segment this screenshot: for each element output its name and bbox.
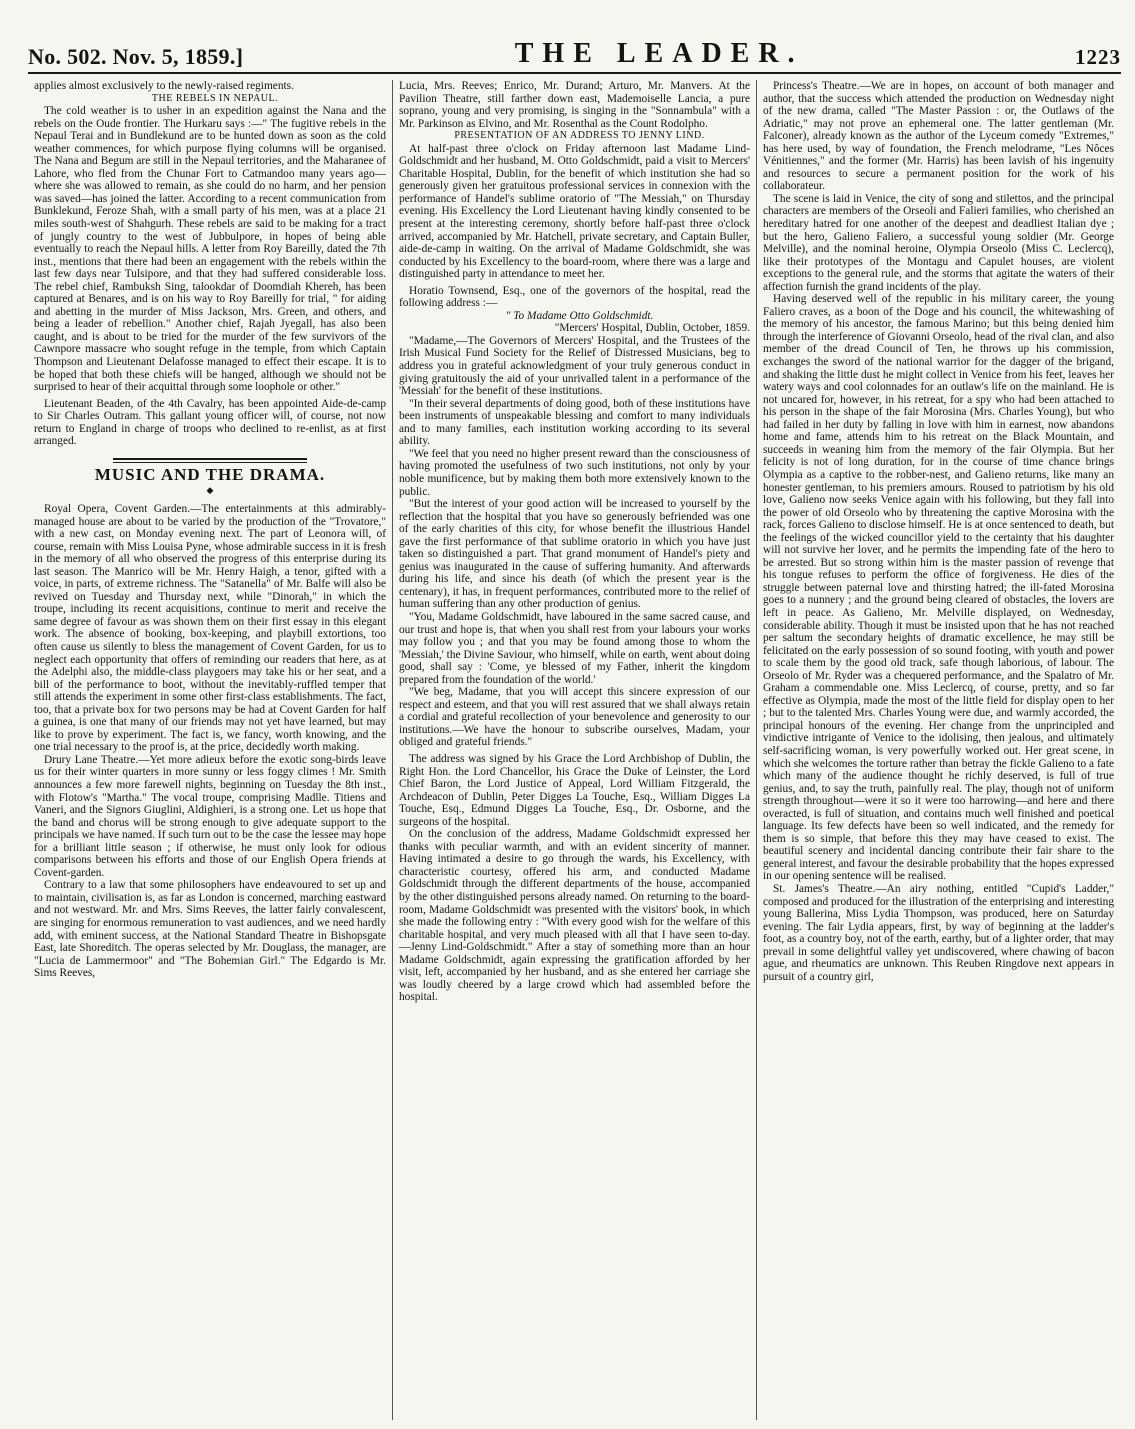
- paragraph: Princess's Theatre.—We are in hopes, on account of both manager and author, that the success which attended the production on Wednesday night of the new drama, called "The Master Passion : or, the Outlaws of the Adriatic," may not prove an ephemeral one. The latter gentleman (Mr. Falconer), already known as the author of the Lyceum comedy "Extremes," has here used, by way of foundation, the French melodrame, "Les Nôces Vénitiennes," and the former (Mr. Harris) has been lavish of his ingenuity and resources to secure a permanent position for the work of his collaborateur.: [763, 80, 1114, 193]
- paragraph: The address was signed by his Grace the Lord Archbishop of Dublin, the Right Hon. the Lord Chancellor, his Grace the Duke of Leinster, the Lord Chief Baron, the Lord Justice of Appeal, Lord William Fitzgerald, the Archdeacon of Dublin, Peter Digges La Touche, Esq., William Digges La Touche, Esq., Edmund Digges La Touche, Esq., Dr. Osborne, and the surgeons of the hospital.: [399, 752, 750, 828]
- paragraph: Horatio Townsend, Esq., one of the governors of the hospital, read the following address :—: [399, 284, 750, 310]
- column-1: [28, 80, 392, 1420]
- paragraph: Contrary to a law that some philosophers have endeavoured to set up and to maintain, civilisation is, as far as London is concerned, marching eastward and not westward. Mr. and Mrs. Sims Reeves, the latter fairly convalescent, are singing for enormous remuneration to vast audiences, and we need hardly add, with eminent success, at the National Standard Theatre in Bishopsgate East, late Shoreditch. The operas selected by Mr. Douglass, the manager, are "Lucia de Lammermoor" and "The Bohemian Girl." The Edgardo is Mr. Sims Reeves,: [34, 879, 386, 980]
- section-title: MUSIC AND THE DRAMA.: [94, 464, 326, 484]
- paragraph: applies almost exclusively to the newly-raised regiments.: [34, 80, 294, 92]
- paragraph: Lieutenant Beaden, of the 4th Cavalry, has been appointed Aide-de-camp to Sir Charles Outram. This gallant young officer will, of course, not now return to England in charge of troops who declined to re-enlist, as at first arranged.: [34, 397, 386, 448]
- column-2: [392, 80, 756, 1420]
- column-3: [756, 80, 1120, 1420]
- article-columns: [28, 80, 1121, 1420]
- address-salutation: " To Madame Otto Goldschmidt.: [505, 309, 654, 322]
- paragraph: "But the interest of your good action will be increased to yourself by the reflection that the hospital that you have so generously befriended was one of the early charities of this city, for whose benefit the illustrious Handel gave the first performance of that sublime oratorio in which you have just taken so distinguished a part. That grand monument of Handel's piety and genius was inaugurated in the cause of suffering humanity. And afterwards during his life, and since his death (of which the present year is the centenary), it has, in frequent performances, contributed more to the relief of human suffering than any other production of genius.: [399, 498, 750, 611]
- ornament-icon: ◆: [206, 485, 214, 496]
- paragraph: The cold weather is to usher in an expedition against the Nana and the rebels on the Oude frontier. The Hurkaru says :—" The fugitive rebels in the Nepaul Terai and in Bundlekund are to be hunted down as soon as the cold weather commences, for which purpose flying columns will be organised. The Nana and Begum are still in the Nepaul territories, and the Maharanee of Lahore, who fled from the Chunar Fort to Catmandoo many years ago—where she was allowed to remain, as she could do no harm, and her pension was saved—has joined the latter. According to a recent communication from Bunklekund, Feroze Shah, with a small party of his men, was at a place 21 miles south-west of Shahgurh. These rebels are said to be making for a tract of jungly country to the west of Jubbulpore, in hopes of being able eventually to reach the Nepaul hills. A letter from Roy Bareilly, dated the 7th inst., mentions that there had been an engagement with the rebels within the last few days near Tulsipore, and that they had suffered considerable loss. The rebel chief, Rambuksh Sing, talookdar of Doomdiah Khereh, has been captured at Benares, and is on his way to Roy Bareilly for trial, " for aiding and abetting in the murder of Miss Jackson, Mrs. Green, and others, and being a leader of rebellion." Another chief, Rajah Jyegall, has also been caught, and is about to be tried for the murder of the few survivors of the Cawnpore massacre who sought refuge in the temple, from which Captain Thompson and Lieutenant Delafosse managed to effect their escape. It is to be hoped that both these chiefs will be hanged, although we should not be surprised to hear of their acquittal through some loophole or other.": [34, 105, 386, 394]
- paragraph: Royal Opera, Covent Garden.—The entertainments at this admirably-managed house are about to be varied by the production of the "Trovatore," with a new cast, on Monday evening next. The part of Leonora will, of course, remain with Miss Louisa Pyne, whose admirable success in it is fresh in the memory of all who observed the progress of this enterprise during its last season. The Manrico will be Mr. Henry Haigh, a tenor, gifted with a voice, in parts, of extreme richness. The "Satanella" of Mr. Balfe will also be revived on Tuesday and Thursday next, while "Dinorah," in which the troupe, including its recent acquisitions, continue to merit and receive the same degree of favour as was shown them on their first essay in this elegant work. The absence of booking, box-keeping, and playbill extortions, too often cause us silently to bless the management of Covent Garden, for us to neglect each opportunity that offers of reminding our readers that here, as at the Adelphi also, the middle-class playgoers may take his or her seat, and a bill of the performance to boot, without the inevitably-ruffled temper that still attends the experiment in some other first-class establishments. The fact, too, that a private box for two persons may be had at Covent Garden for half a guinea, is one that many of our friends may not yet have learned, but may like to prove by experiment. The fact is, we fancy, worth knowing, and the one trial necessary to the proof is, at the price, decidedly worth making.: [34, 502, 386, 754]
- masthead: [28, 30, 1121, 70]
- subheading-rebels-nepaul: THE REBELS IN NEPAUL.: [151, 92, 279, 104]
- page-number: 1223: [1075, 45, 1121, 69]
- section-rule: [113, 458, 307, 460]
- paragraph: "Madame,—The Governors of Mercers' Hospital, and the Trustees of the Irish Musical Fund Society for the Relief of Distressed Musicians, beg to address you in grateful acknowledgment of your truly generous conduct in giving gratuitously the aid of your unrivalled talent in a performance of the 'Messiah' for the benefit of these institutions.: [399, 334, 750, 398]
- paragraph: Lucia, Mrs. Reeves; Enrico, Mr. Durand; Arturo, Mr. Manvers. At the Pavilion Theatre, still farther down east, Mademoiselle Lancia, a pure soprano, young and very promising, is singing in the "Sonnambula" with a Mr. Parkinson as Elvino, and Mr. Rosenthal as the Count Rodolpho.: [399, 80, 750, 130]
- section-header: [34, 458, 386, 497]
- paragraph: St. James's Theatre.—An airy nothing, entitled "Cupid's Ladder," composed and produced for the illustration of the enterprising and interesting young Ballerina, Miss Lydia Thompson, was produced, here on Saturday evening. The fair Lydia appears, first, by way of beginning at the ladder's foot, as a country boy, not of the earth, earthy, but of a lighter order, that may prevail in some delightful valley yet undiscovered, where chawing of bacon ague, and rheumatics are unknown. This Reuben Ringdove next appears in pursuit of a country girl,: [763, 883, 1114, 983]
- newspaper-title: THE LEADER.: [514, 38, 804, 69]
- paragraph: Having deserved well of the republic in his military career, the young Faliero craves, as a boon of the Doge and his council, the whitewashing of the memory of his ancestor, the famous Marino; but this being denied him through the interference of Giovanni Orseolo, head of the rival clan, and also member of the dread Council of Ten, he throws up his commission, exchanges the sword of the national warrior for the dagger of the brigand, and shaking the little dust he might collect in Venice from his feet, leaves her watery ways and cool colonnades for an outlaw's life on the mainland. He is not uncared for, however, in his retreat, for a spy who had been attached to his person in the shape of the fair Morosina (Mrs. Charles Young), but who had failed in her duty by falling in love with him in earnest, now abandons home and fame, attends him to his retreat on the Black Mountain, and succeeds in weaning him from the memory of the fair Olympia. But her felicity is not of long duration, for in the course of time chance brings Olympia as a captive to the robber-nest, and Galieno returns, like many an honester gentleman, to his premiers amours. Roused to patriotism by his old love, Galieno now seeks Venice again with his following, but they fall into the power of old Orseolo who by threatening the captive Morosina with the rack, forces Galieno to disclose himself. He is at once sentenced to death, but the feelings of the wicked councillor yield to the certainty that his daughter will not survive her lover, and he permits the impending fate of the hero to be arrested. But so strong within him is the master passion of revenge that his tongue refuses to perform the office of forgiveness. He dies of the struggle between paternal love and thirsting hatred; the ill-fated Morosina goes to a nunnery ; and the ground being cleared of obstacles, the lovers are left in peace. As Galieno, Mr. Melville displayed, on Wednesday, considerable ability. Though it must be insisted upon that he has not reached per saltum the secondary heights of dramatic excellence, he may still be felicitated on the early possession of so sound footing, with youth and power to scale them by the good old track, safe though laborious, of labour. The Orseolo of Mr. Ryder was a chequered performance, and the Spalatro of Mr. Graham a commendable one. Miss Leclercq, of course, pretty, and so far effective as Olympia, made the most of the little field for display open to her ; but to the talented Mrs. Charles Young were due, and warmly accorded, the principal honours of the evening. Her change from the unprincipled and vindictive intrigante of Venice to the idolising, then jealous, and ultimately self-sacrificing woman, is very powerfully worked out. Her great scene, in which she welcomes the torture rather than betray the fickle Galieno to a fate which many of the audience thought he richly deserved, is full of true genius, and, to say the truth, painfully real. The play, though not of uniform strength throughout—were it so it were too harrowing—and here and there overacted, is full of situation, and contains much well finished and poetical language. Its few defects have been so well indicated, and the remedy for them is so simple, that before this they may have ceased to exist. The beautiful scenery and incidental dancing contribute their fair share to the general interest, and favour the desirable probability that the hopes expressed in our opening sentence will be realised.: [763, 293, 1114, 883]
- address-dateline: "Mercers' Hospital, Dublin, October, 1859.: [554, 322, 750, 335]
- paragraph: At half-past three o'clock on Friday afternoon last Madame Lind-Goldschmidt and her husband, M. Otto Goldschmidt, paid a visit to Mercers' Charitable Hospital, Dublin, for the benefit of which institution she had so generously given her gratuitous professional services in connexion with the performance of Handel's sublime oratorio of "The Messiah," on Thursday evening. His Excellency the Lord Lieutenant having kindly consented to be present at the interesting ceremony, shortly before half-past three o'clock arrived, accompanied by Mr. Hatchell, private secretary, and Captain Buller, aide-de-camp in waiting. On the arrival of Madame Goldschmidt, she was conducted by his Excellency to the board-room, where there was a large and distinguished party in attendance to meet her.: [399, 142, 750, 281]
- paragraph: "We feel that you need no higher present reward than the consciousness of having promoted the usefulness of two such institutions, not only by your noble munificence, but by making them both more extensively known to the public.: [399, 447, 750, 498]
- paragraph: On the conclusion of the address, Madame Goldschmidt expressed her thanks with peculiar warmth, and with an evident sincerity of manner. Having intimated a desire to go through the wards, his Excellency, with characteristic courtesy, offered his arm, and conducted Madame Goldschmidt through the different departments of the house, accompanied by the other distinguished persons already named. On returning to the board-room, Madame Goldschmidt was presented with the visitors' book, in which she made the following entry : "With every good wish for the welfare of this charitable hospital, and very much pleased with all that I have seen to-day. —Jenny Lind-Goldschmidt." After a stay of something more than an hour Madame Goldschmidt, again expressing the gratification afforded by her visit, left, accompanied by her husband, and as she entered her carriage she was loudly cheered by a large crowd which had assembled before the hospital.: [399, 828, 750, 1004]
- paragraph: Drury Lane Theatre.—Yet more adieux before the exotic song-birds leave us for their winter quarters in more sunny or less foggy climes ! Mr. Smith announces a few more farewell nights, beginning on Tuesday the 8th inst., with Flotow's "Martha." The vocal troupe, comprising Madlle. Titiens and Vaneri, and the Signors Giuglini, Aldighieri, is a strong one. Let us hope that the band and chorus will be strong enough to give adequate support to the principals we have named. If such turn out to be the case the lessee may hope for a brilliant little season ; if otherwise, he must only look for odious comparisons between his efforts and those of our English Opera friends at Covent-garden.: [34, 753, 386, 879]
- paragraph: "We beg, Madame, that you will accept this sincere expression of our respect and esteem, and that you will rest assured that we shall always retain a cordial and grateful recollection of your benevolence and generosity to our institutions.—We have the honour to subscribe ourselves, Madam, your obliged and grateful friends.": [399, 686, 750, 749]
- paragraph: "In their several departments of doing good, both of these institutions have been instruments of unspeakable blessing and comfort to many individuals and to many families, each institution working according to its several ability.: [399, 397, 750, 448]
- subheading-jenny-lind: PRESENTATION OF AN ADDRESS TO JENNY LIND.: [454, 130, 705, 142]
- issue-date: No. 502. Nov. 5, 1859.]: [28, 44, 244, 69]
- section-rule: [113, 462, 307, 463]
- paragraph: The scene is laid in Venice, the city of song and stilettos, and the principal characters are members of the Orseoli and Falieri families, who cherished an hereditary hatred for one another of the deepest and deadliest Italian dye ; but the hero, Galieno Faliero, a successful young soldier (Mr. George Melville), and the nominal heroine, Olympia Orseolo (Miss C. Leclercq), like their prototypes of the Montagu and Capulet houses, are violent exceptions to the general rule, and the storms that agitate the waters of their affection furnish the grand incidents of the play.: [763, 192, 1114, 293]
- masthead-rule: [28, 72, 1121, 74]
- paragraph: "You, Madame Goldschmidt, have laboured in the same sacred cause, and our trust and hope is, that when you shall rest from your labours your works may follow you ; and that you may be found among those to whom the 'Messiah,' the Divine Saviour, who himself, while on earth, went about doing good, shall say : 'Come, ye blessed of my Father, inherit the kingdom prepared from the foundation of the world.': [399, 610, 750, 686]
